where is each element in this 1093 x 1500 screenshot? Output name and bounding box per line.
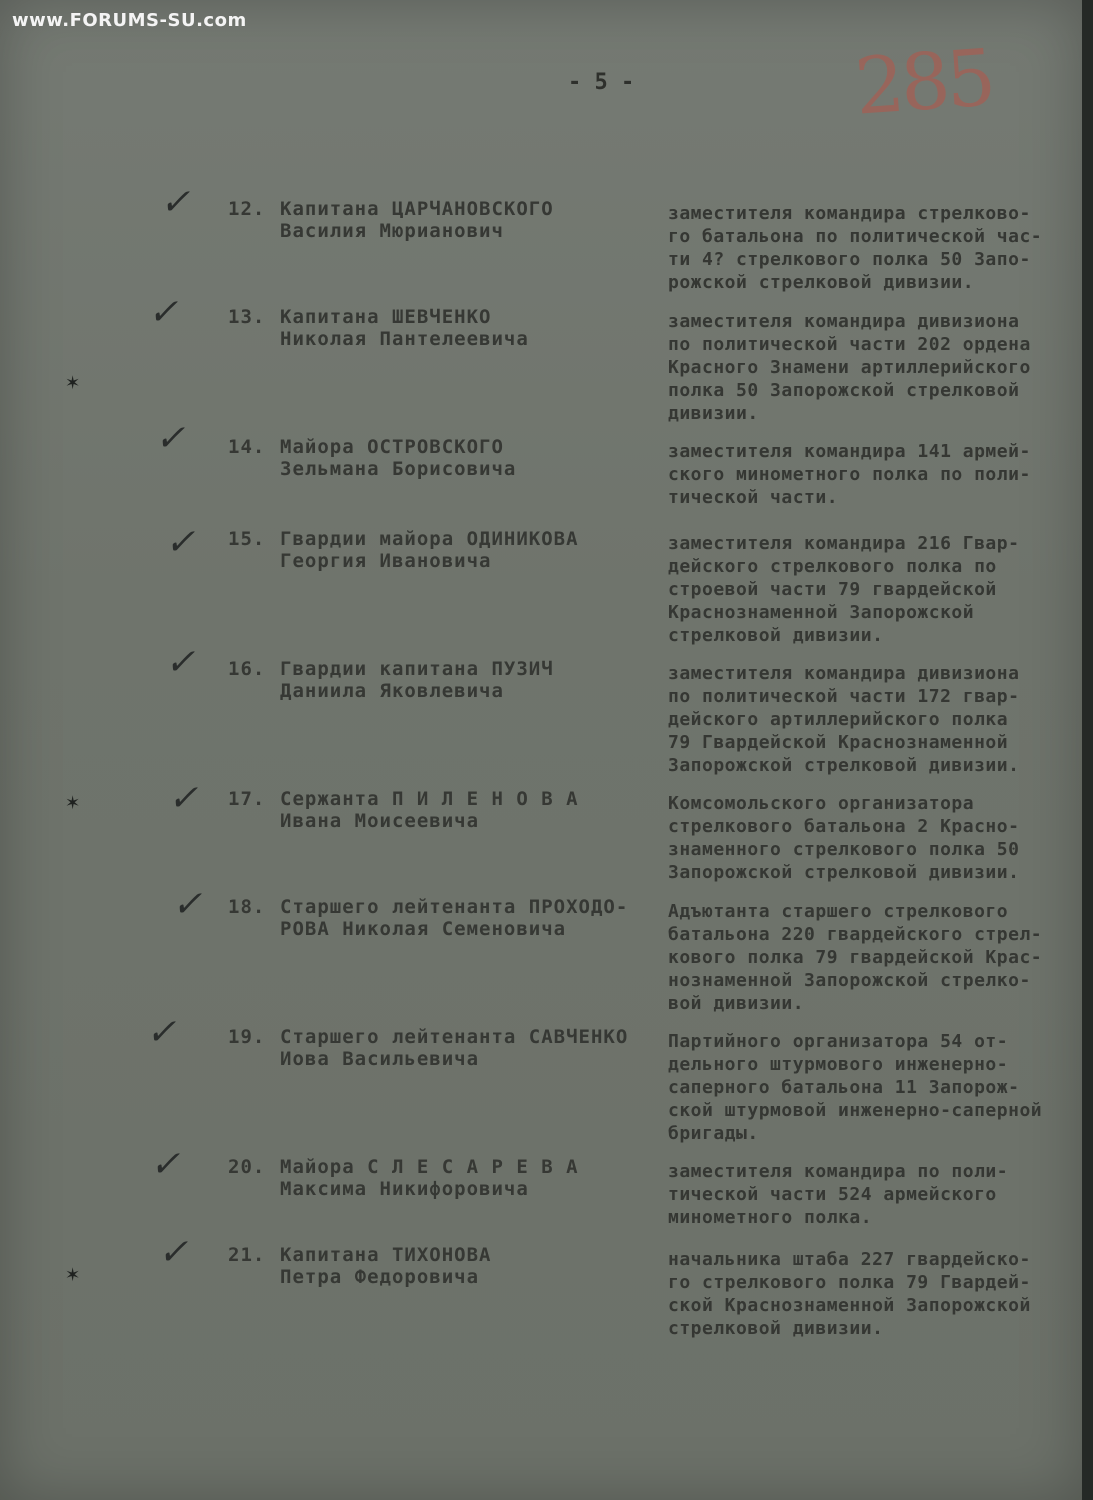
entry-number: 12. (228, 198, 266, 220)
entry-position: заместителя командира стрелково- го батальона по политической час- ти 4? стрелкового полка 50 Запо- рожской стрелковой дивизии. (668, 203, 1043, 293)
page-number: - 5 - (568, 70, 635, 95)
entry-position: заместителя командира 216 Гвар- дейского стрелкового полка по строевой части 79 гвардейской Краснознаменной Запорожской стрелковой дивизии. (668, 533, 1020, 646)
entry-position: начальника штаба 227 гвардейско- го стрелкового полка 79 Гвардей- ской Краснознаменной Запорожской стрелковой дивизии. (668, 1249, 1031, 1339)
entry-number: 16. (228, 658, 266, 680)
entry-name: Старшего лейтенанта ПРОХОДО- РОВА Николая Семеновича (280, 896, 629, 940)
checkmark-icon: ✓ (165, 522, 196, 563)
page-edge (1082, 0, 1093, 1500)
checkmark-icon: ✓ (168, 778, 199, 819)
entry-number: 13. (228, 306, 266, 328)
ink-mark: ✶ (66, 1262, 80, 1287)
checkmark-icon: ✓ (155, 418, 186, 459)
checkmark-icon: ✓ (172, 884, 203, 925)
entry-name: Майора С Л Е С А Р Е В А Максима Никифоровича (280, 1156, 579, 1200)
archive-number: 285 (852, 33, 995, 133)
entry-number: 21. (228, 1244, 266, 1266)
ink-mark: ✶ (66, 790, 80, 815)
entry-position: заместителя командира дивизиона по политической части 172 гвар- дейского артиллерийского полка 79 Гвардейской Краснознаменной Запорожской стрелковой дивизии. (668, 663, 1020, 776)
entry-number: 18. (228, 896, 266, 918)
entry-position: заместителя командира по поли- тической части 524 армейского минометного полка. (668, 1161, 1009, 1228)
entry-name: Капитана ЦАРЧАНОВСКОГО Василия Мюрианович (280, 198, 554, 242)
entry-name: Капитана ШЕВЧЕНКО Николая Пантелеевича (280, 306, 529, 350)
entry-name: Гвардии капитана ПУЗИЧ Даниила Яковлевича (280, 658, 554, 702)
entry-number: 14. (228, 436, 266, 458)
entry-name: Старшего лейтенанта САВЧЕНКО Иова Васильевича (280, 1026, 629, 1070)
checkmark-icon: ✓ (158, 1232, 189, 1273)
entry-position: заместителя командира 141 армей- ского минометного полка по поли- тической части. (668, 441, 1031, 508)
entry-number: 20. (228, 1156, 266, 1178)
entry-name: Майора ОСТРОВСКОГО Зельмана Борисовича (280, 436, 517, 480)
entry-position: Адъютанта старшего стрелкового батальона 220 гвардейского стрел- кового полка 79 гвардейской Крас- нознаменной Запорожской стрелко- вой дивизии. (668, 901, 1043, 1014)
entry-position: Партийного организатора 54 от- дельного штурмового инженерно- саперного батальона 11 Запорож- ской штурмовой инженерно-саперной бригады. (668, 1031, 1043, 1144)
ink-mark: ✶ (66, 370, 80, 395)
entry-number: 19. (228, 1026, 266, 1048)
entry-number: 17. (228, 788, 266, 810)
entry-name: Капитана ТИХОНОВА Петра Федоровича (280, 1244, 492, 1288)
entry-number: 15. (228, 528, 266, 550)
entry-name: Сержанта П И Л Е Н О В А Ивана Моисеевича (280, 788, 579, 832)
checkmark-icon: ✓ (165, 642, 196, 683)
checkmark-icon: ✓ (160, 182, 191, 223)
entry-name: Гвардии майора ОДИНИКОВА Георгия Ивановича (280, 528, 579, 572)
entry-position: заместителя командира дивизиона по политической части 202 ордена Красного Знамени артиллерийского полка 50 Запорожской стрелковой дивизии. (668, 311, 1031, 424)
checkmark-icon: ✓ (148, 292, 179, 333)
entry-position: Комсомольского организатора стрелкового батальона 2 Красно- знаменного стрелкового полка 50 Запорожской стрелковой дивизии. (668, 793, 1020, 883)
checkmark-icon: ✓ (146, 1012, 177, 1053)
watermark: www.FORUMS-SU.com (12, 10, 247, 31)
checkmark-icon: ✓ (150, 1144, 181, 1185)
